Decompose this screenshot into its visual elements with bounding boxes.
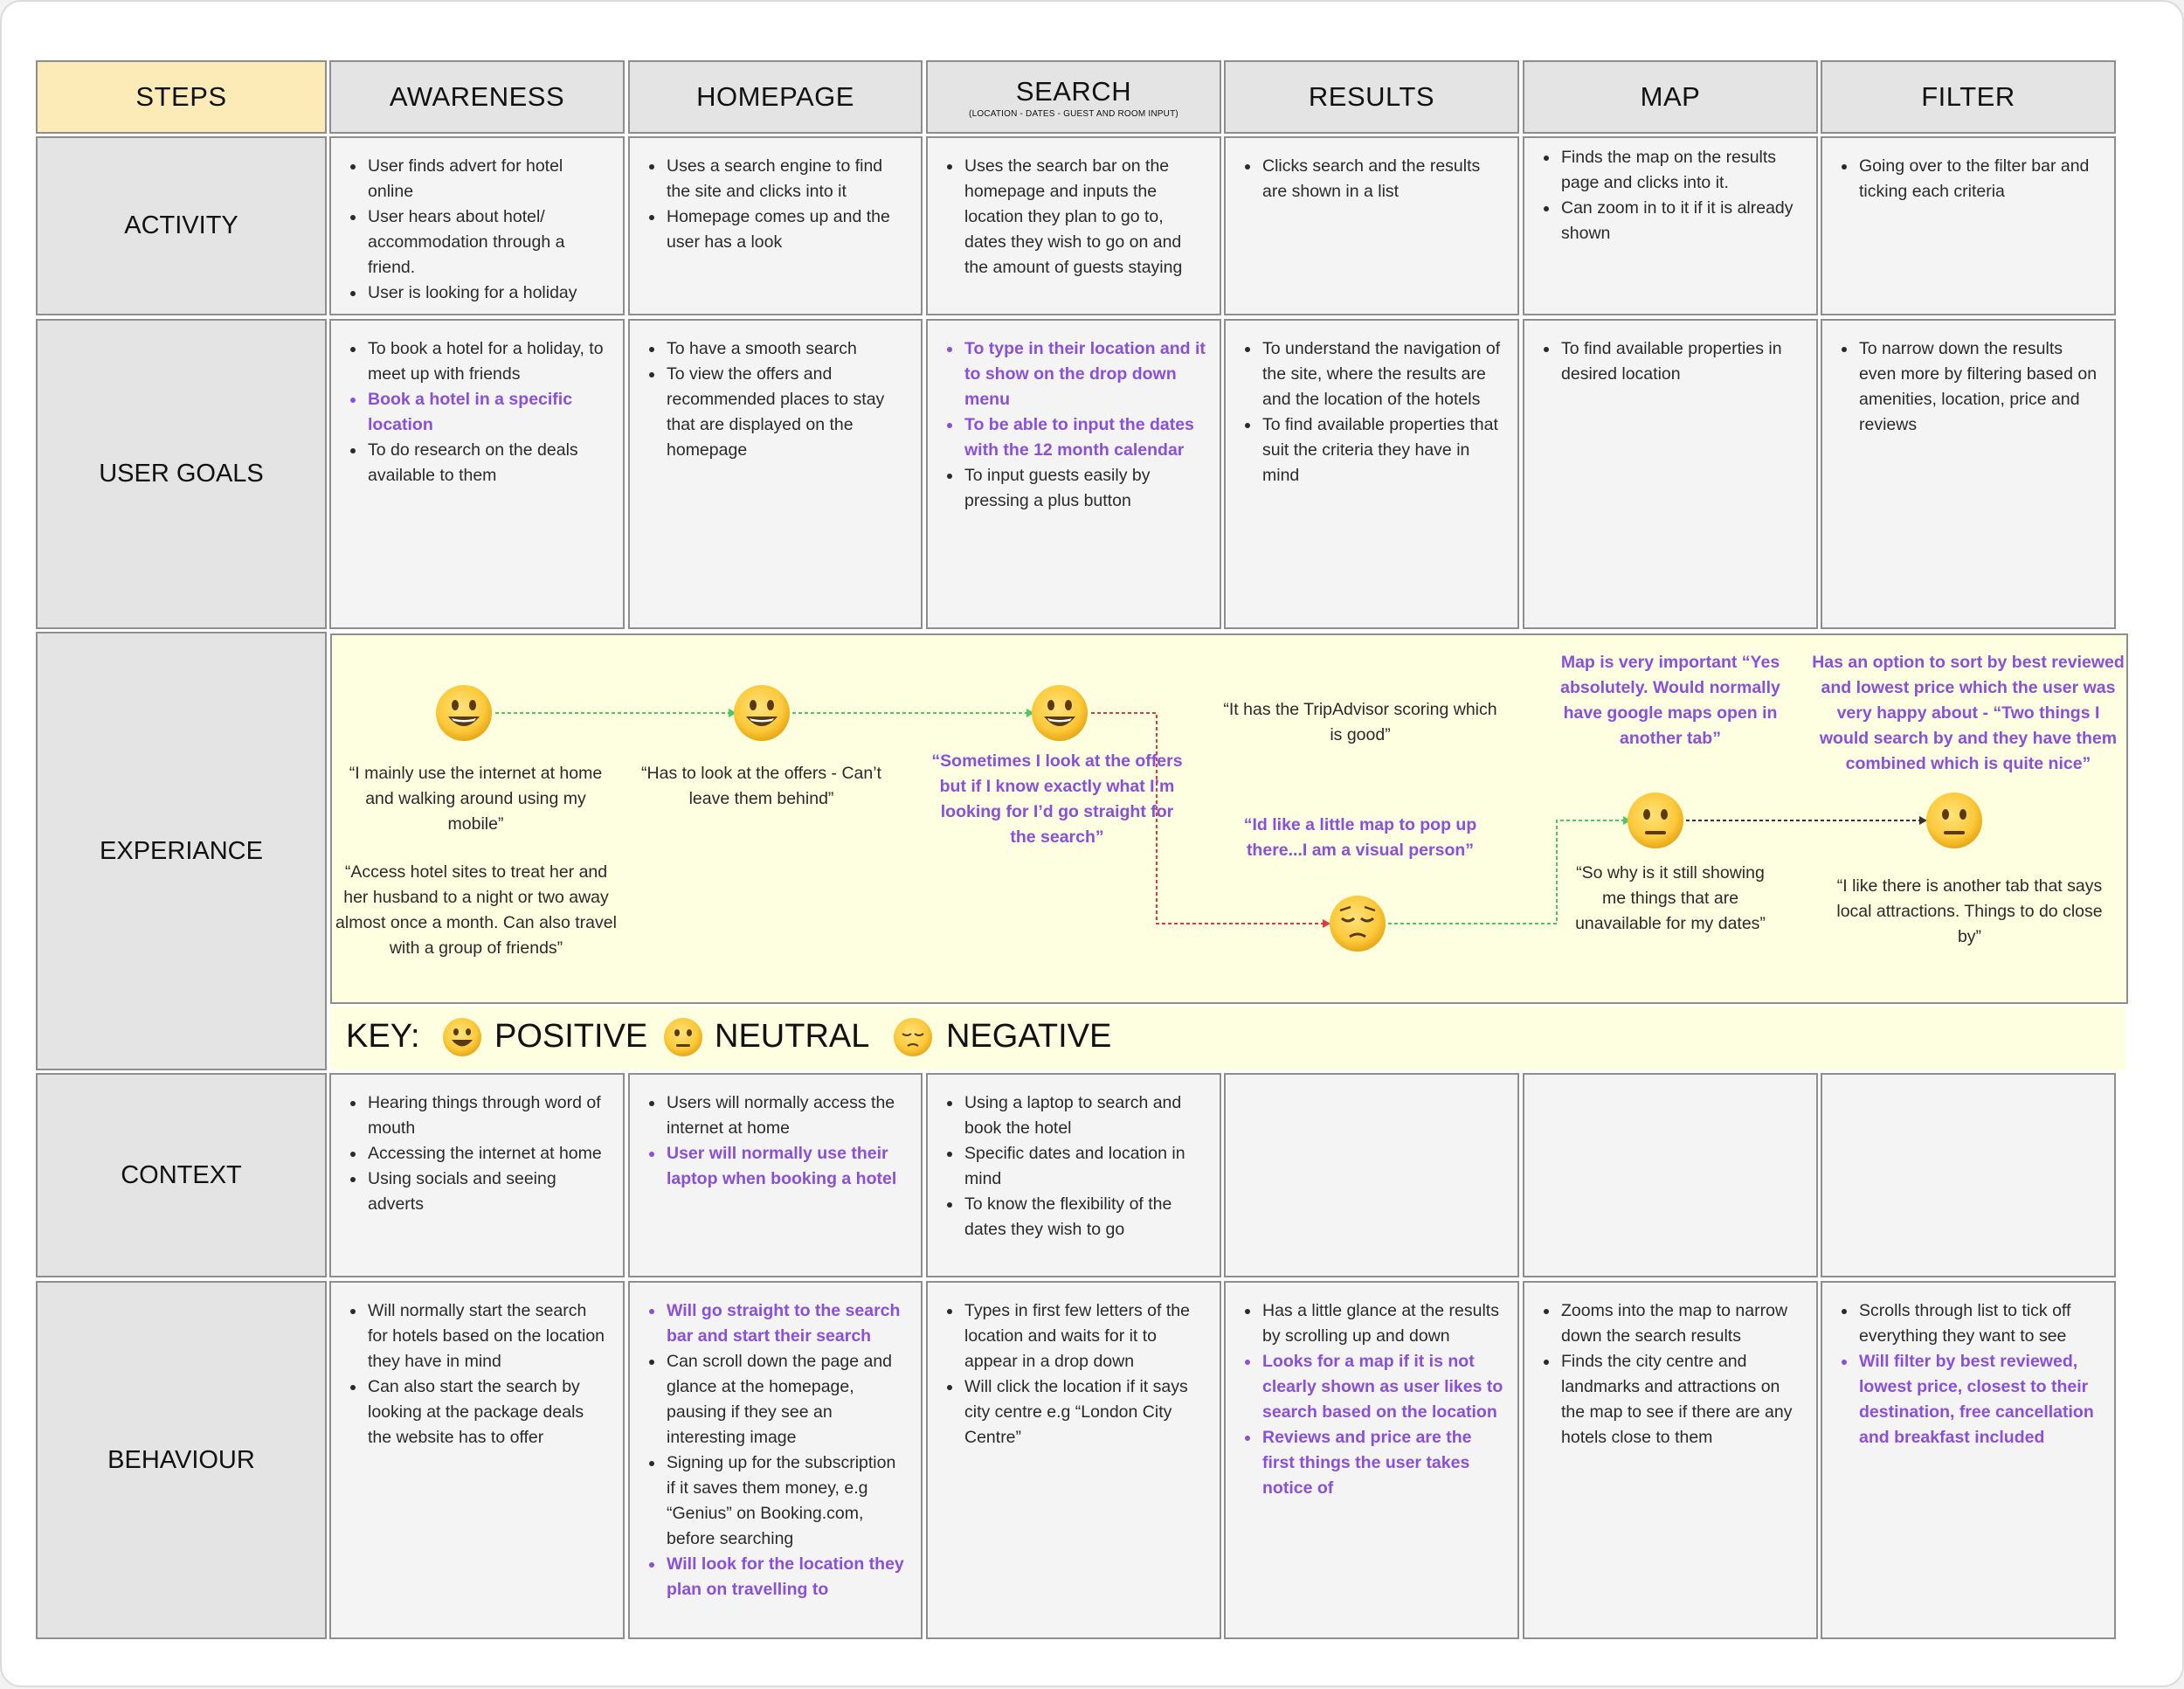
row-experience-label: EXPERIANCE [100,836,263,865]
key-label: KEY: [346,1018,420,1055]
list-item: • Can also start the search by looking at the package deals the website has to offer [366,1374,611,1450]
row-activity-label: ACTIVITY [124,211,238,239]
neutral-face-icon [1628,793,1683,848]
list-item: • To find available properties that suit the criteria they have in mind [1261,412,1505,488]
list-item: • Book a hotel in a specific location [366,387,611,438]
happy-face-icon [734,685,790,741]
quote-filter-2: “I like there is another tab that says local attractions. Things to do close by” [1836,876,2103,946]
list-item: • Can zoom in to it if it is already shown [1559,196,1804,246]
list-item: • To type in their location and it to show on the drop down menu [963,336,1207,412]
quote-search-1: “Sometimes I look at the offers but if I know exactly what I’m looking for I’d go straight for the search” [931,751,1183,847]
context-map [1523,1073,1818,1277]
list-item: • User hears about hotel/ accommodation through a friend. [366,204,611,280]
list-item: • Using a laptop to search and book the hotel [963,1090,1207,1141]
context-search-list [928,1075,1220,1243]
list-item: • Reviews and price are the first things the user takes notice of [1261,1425,1505,1501]
behaviour-homepage-list [630,1283,921,1602]
row-context-label: CONTEXT [121,1160,242,1189]
context-search [926,1073,1221,1277]
behaviour-homepage [628,1281,923,1639]
key-negative-label: NEGATIVE [946,1018,1112,1055]
quote-filter-1: Has an option to sort by best reviewed and lowest price which the user was very happy about - “Two things I would search by and they have them combined which is quite nice” [1812,653,2125,773]
list-item: • Specific dates and location in mind [963,1141,1207,1192]
list-item: • To find available properties in desired location [1559,336,1804,387]
row-user-goals-label: USER GOALS [99,460,264,488]
header-map-label: MAP [1640,81,1701,112]
behaviour-map-list [1524,1283,1816,1450]
happy-face-icon [1032,685,1088,741]
quote-homepage-1: “Has to look at the offers - Can’t leave them behind” [641,764,881,808]
behaviour-results-list [1226,1283,1517,1501]
list-item: • Will go straight to the search bar and start their search [665,1298,909,1349]
list-item: • To input guests easily by pressing a plus button [963,463,1207,514]
header-steps-label: STEPS [135,81,227,112]
list-item: • Looks for a map if it is not clearly shown as user likes to search based on the location [1261,1349,1505,1425]
list-item: • Users will normally access the internet at home [665,1090,909,1141]
quote-results-1: “It has the TripAdvisor scoring which is good” [1223,700,1497,744]
list-item: • Will click the location if it says city centre e.g “London City Centre” [963,1374,1207,1450]
sad-face-icon [1330,896,1386,952]
context-results [1224,1073,1519,1277]
neutral-face-icon [1926,793,1982,848]
list-item: • User will normally use their laptop when booking a hotel [665,1141,909,1192]
list-item: • To have a smooth search [665,336,909,362]
list-item: • Hearing things through word of mouth [366,1090,611,1141]
arrowhead-icon [1323,919,1330,928]
list-item: • Types in first few letters of the location and waits for it to appear in a drop down [963,1298,1207,1374]
key-positive-label: POSITIVE [494,1018,648,1055]
happy-face-icon [436,685,492,741]
arrowhead-icon [1919,816,1927,825]
header-homepage-label: HOMEPAGE [696,81,854,112]
quote-results-2: “Id like a little map to pop up there...I am a visual person” [1243,815,1477,860]
list-item: • To understand the navigation of the site, where the results are and the location of the hotels [1261,336,1505,412]
list-item: • To know the flexibility of the dates they wish to go [963,1192,1207,1243]
list-item: • Signing up for the subscription if it saves them money, e.g “Genius” on Booking.com, before searching [665,1450,909,1552]
list-item: • Homepage comes up and the user has a look [665,204,909,255]
list-item: • Uses a search engine to find the site and clicks into it [665,154,909,204]
key-neutral-label: NEUTRAL [715,1018,870,1055]
header-results-label: RESULTS [1308,81,1435,112]
list-item: • Will look for the location they plan on travelling to [665,1552,909,1602]
header-awareness-label: AWARENESS [389,81,565,112]
context-homepage [628,1073,923,1277]
behaviour-search-list [928,1283,1220,1450]
list-item: • Clicks search and the results are shown in a list [1261,154,1505,204]
list-item: • Finds the map on the results page and clicks into it. [1559,145,1804,196]
list-item: • Will normally start the search for hotels based on the location they have in mind [366,1298,611,1374]
quote-map-1: Map is very important “Yes absolutely. Would normally have google maps open in another tab” [1560,653,1780,748]
list-item: • Scrolls through list to tick off everything they want to see [1857,1298,2102,1349]
list-item: • To view the offers and recommended places to stay that are displayed on the homepage [665,362,909,463]
behaviour-filter-list [1822,1283,2114,1450]
list-item: • Finds the city centre and landmarks and attractions on the map to see if there are any hotels close to them [1559,1349,1804,1450]
context-awareness-list [331,1075,623,1217]
row-behaviour-label: BEHAVIOUR [107,1445,255,1474]
context-awareness [329,1073,625,1277]
list-item: • Using socials and seeing adverts [366,1166,611,1217]
behaviour-awareness [329,1281,625,1639]
list-item: • Can scroll down the page and glance at the homepage, pausing if they see an interesting image [665,1349,909,1450]
quote-map-2: “So why is it still showing me things that are unavailable for my dates” [1575,863,1766,933]
behaviour-results [1224,1281,1519,1639]
behaviour-map [1523,1281,1818,1639]
list-item: • To do research on the deals available to them [366,438,611,488]
behaviour-filter [1821,1281,2116,1639]
quote-awareness-2: “Access hotel sites to treat her and her husband to a night or two away almost once a month. Can also travel with a group of friends” [335,862,617,958]
behaviour-awareness-list [331,1283,623,1450]
list-item: • To be able to input the dates with the 12 month calendar [963,412,1207,463]
list-item: • To narrow down the results even more by filtering based on amenities, location, price and reviews [1857,336,2102,438]
context-homepage-list [630,1075,921,1192]
list-item: • Going over to the filter bar and ticking each criteria [1857,154,2102,204]
header-search-sublabel: (LOCATION - DATES - GUEST AND ROOM INPUT) [969,108,1178,119]
list-item: • Will filter by best reviewed, lowest price, closest to their destination, free cancellation and breakfast included [1857,1349,2102,1450]
list-item: • User finds advert for hotel online [366,154,611,204]
list-item: • Has a little glance at the results by scrolling up and down [1261,1298,1505,1349]
quote-awareness-1: “I mainly use the internet at home and walking around using my mobile” [349,764,603,834]
header-search-label: SEARCH [1015,75,1132,107]
header-filter-label: FILTER [1921,81,2015,112]
behaviour-search [926,1281,1221,1639]
list-item: • Accessing the internet at home [366,1141,611,1166]
list-item: • User is looking for a holiday [366,280,611,306]
context-filter [1821,1073,2116,1277]
list-item: • Uses the search bar on the homepage and inputs the location they plan to go to, dates they wish to go on and the amount of guests staying [963,154,1207,280]
list-item: • Zooms into the map to narrow down the search results [1559,1298,1804,1349]
list-item: • To book a hotel for a holiday, to meet up with friends [366,336,611,387]
